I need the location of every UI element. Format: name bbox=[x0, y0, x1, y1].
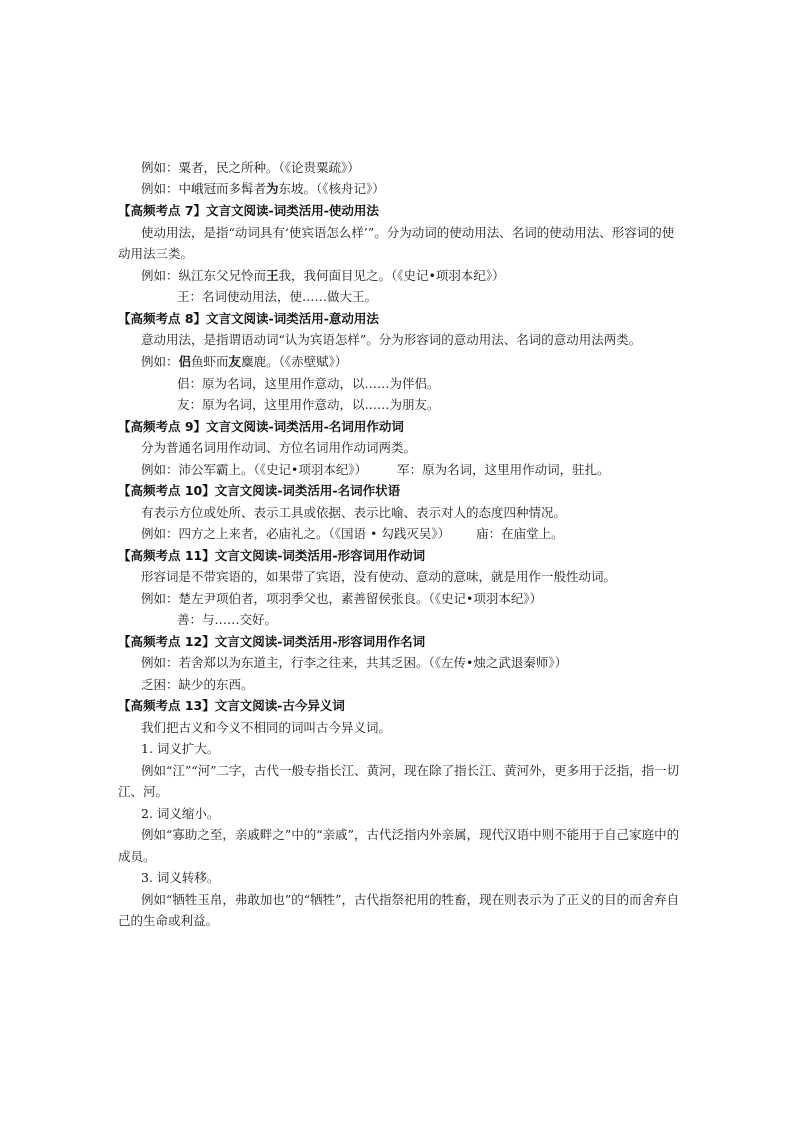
explanation-line: 王：名词使动用法，使……做大王。 bbox=[177, 289, 378, 304]
explanation-line: 善：与……交好。 bbox=[177, 612, 278, 627]
paragraph-line: 使动用法，是指“动词具有‘使宾语怎么样’”。分为动词的使动用法、名词的使动用法、形容词的使 bbox=[141, 225, 675, 240]
example-text: 例如：中峨冠而多髯者 bbox=[141, 181, 267, 196]
paragraph-line: 例如“江”“河”二字，古代一般专指长江、黄河，现在除了指长江、黄河外，更多用于泛指，指一切 bbox=[141, 763, 680, 778]
example-text: 例如：沛公军霸上。（《史记•项羽本纪》） bbox=[141, 462, 368, 477]
explanation-line: 乏困：缺少的东西。 bbox=[141, 677, 254, 692]
section-heading-11: 【高频考点 11】文言文阅读-词类活用-形容词用作动词 bbox=[118, 548, 426, 563]
paragraph-line: 江、河。 bbox=[118, 784, 169, 799]
example-text: 麋鹿。（《赤壁赋》） bbox=[241, 354, 348, 369]
paragraph-line: 分为普通名词用作动词、方位名词用作动词两类。 bbox=[141, 440, 417, 455]
example-text: 例如：粟者，民之所种。（《论贵粟疏》） bbox=[141, 160, 360, 175]
example-line bbox=[141, 354, 347, 370]
section-heading-9: 【高频考点 9】文言文阅读-词类活用-名词用作动词 bbox=[118, 419, 404, 434]
example-text: 例如： bbox=[141, 354, 179, 369]
explanation-text: 庙：在庙堂上。 bbox=[476, 526, 564, 541]
highlighted-word: 侣 bbox=[178, 354, 192, 369]
paragraph-line: 形容词是不带宾语的，如果带了宾语，没有使动、意动的意味，就是用作一般性动词。 bbox=[141, 569, 617, 584]
paragraph-line: 意动用法，是指谓语动词“认为宾语怎样”。分为形容词的意动用法、名词的意动用法两类。 bbox=[141, 332, 642, 347]
example-line: 例如：楚左尹项伯者，项羽季父也，素善留侯张良。（《史记•项羽本纪》） bbox=[141, 591, 543, 606]
section-heading-13: 【高频考点 13】文言文阅读-古今异义词 bbox=[118, 698, 345, 713]
example-text: 鱼虾而 bbox=[191, 354, 229, 369]
list-item-heading: 3. 词义转移。 bbox=[141, 870, 220, 885]
highlighted-word: 王 bbox=[266, 268, 279, 283]
example-text: 东坡。（《核舟记》） bbox=[278, 181, 385, 196]
example-line bbox=[141, 462, 610, 478]
example-line: 例如：若舍郑以为东道主，行李之往来，共其乏困。（《左传•烛之武退秦师》） bbox=[141, 655, 568, 670]
section-heading-10: 【高频考点 10】文言文阅读-词类活用-名词作状语 bbox=[118, 483, 401, 498]
explanation-line: 侣：原为名词，这里用作意动，以……为伴侣。 bbox=[177, 376, 440, 391]
paragraph-line: 成员。 bbox=[118, 849, 156, 864]
example-line bbox=[141, 526, 564, 542]
example-line bbox=[141, 268, 505, 284]
example-text: 我，我何面目见之。（《史记•项羽本纪》） bbox=[278, 268, 505, 283]
highlighted-word: 为 bbox=[266, 181, 279, 196]
explanation-line: 友：原为名词，这里用作意动，以……为朋友。 bbox=[177, 397, 440, 412]
section-heading-7: 【高频考点 7】文言文阅读-词类活用-使动用法 bbox=[118, 203, 379, 218]
example-text: 例如：纵江东父兄怜而 bbox=[141, 268, 267, 283]
paragraph-line: 例如“牺牲玉帛，弗敢加也”的“牺牲”，古代指祭祀用的牲畜，现在则表示为了正义的目的而舍弃自 bbox=[141, 892, 680, 907]
paragraph-line: 我们把古义和今义不相同的词叫古今异义词。 bbox=[141, 720, 392, 735]
section-heading-8: 【高频考点 8】文言文阅读-词类活用-意动用法 bbox=[118, 311, 379, 326]
paragraph-line: 有表示方位或处所、表示工具或依据、表示比喻、表示对人的态度四种情况。 bbox=[141, 505, 567, 520]
list-item-heading: 2. 词义缩小。 bbox=[141, 806, 220, 821]
explanation-text: 军：原为名词，这里用作动词，驻扎。 bbox=[397, 462, 610, 477]
paragraph-line: 例如“寡助之至，亲戚畔之”中的“亲戚”，古代泛指内外亲属，现代汉语中则不能用于自己家庭中的 bbox=[141, 827, 680, 842]
paragraph-line: 己的生命或利益。 bbox=[118, 913, 219, 928]
paragraph-line: 动用法三类。 bbox=[118, 246, 194, 261]
section-heading-12: 【高频考点 12】文言文阅读-词类活用-形容词用作名词 bbox=[118, 634, 426, 649]
example-line bbox=[141, 181, 385, 197]
example-text: 例如：四方之上来者，必庙礼之。（《国语 • 勾践灭吴》） bbox=[141, 526, 451, 541]
highlighted-word: 友 bbox=[228, 354, 242, 369]
list-item-heading: 1. 词义扩大。 bbox=[141, 741, 220, 756]
example-line bbox=[141, 160, 360, 176]
